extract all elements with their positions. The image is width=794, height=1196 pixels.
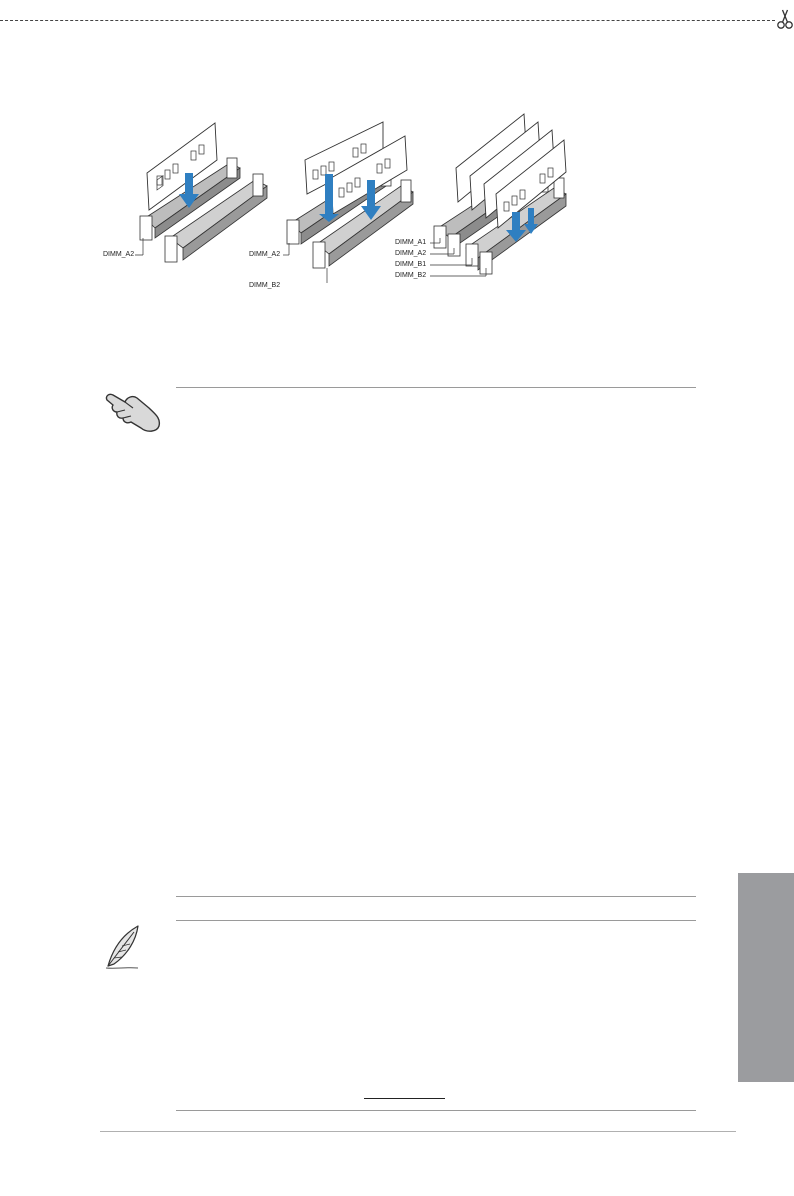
label-dimm-b2-two: DIMM_B2 — [249, 282, 281, 289]
scissors-icon — [776, 9, 794, 31]
label-dimm-a2-four: DIMM_A2 — [395, 250, 427, 257]
caution-top-rule — [176, 387, 696, 388]
hand-icon — [103, 388, 165, 434]
link-underline[interactable] — [364, 1098, 445, 1099]
cut-line — [0, 20, 775, 21]
label-dimm-b2-four: DIMM_B2 — [395, 272, 427, 279]
four-module-diagram — [430, 112, 575, 292]
label-dimm-a2-two: DIMM_A2 — [249, 251, 281, 258]
footer-rule — [100, 1131, 736, 1132]
label-dimm-a1-four: DIMM_A1 — [395, 239, 427, 246]
chapter-tab — [738, 873, 794, 1082]
label-dimm-b1-four: DIMM_B1 — [395, 261, 427, 268]
insert-arrow-a2 — [325, 174, 333, 216]
two-module-diagram — [283, 118, 418, 283]
note-bottom-rule — [176, 1110, 696, 1111]
feather-icon — [102, 922, 144, 972]
note-top-rule — [176, 920, 696, 921]
label-dimm-a2: DIMM_A2 — [103, 251, 135, 258]
section-end-rule — [176, 896, 696, 897]
